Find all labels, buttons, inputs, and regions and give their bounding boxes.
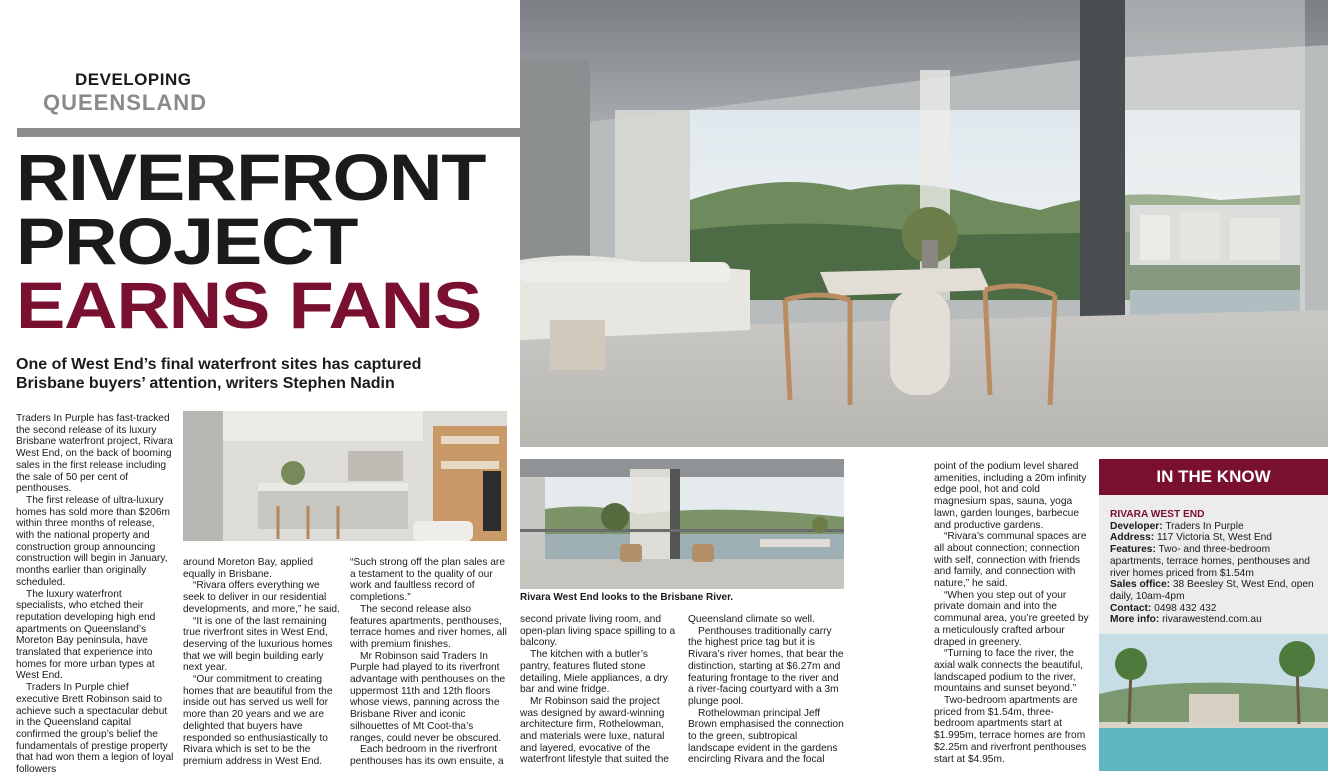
paragraph: “Our commitment to creating homes that are beautiful from the inside out has served us well for more than 20 years and we are delighted that buyers have responded so enthusiastically to Rivara which is set to be the premium address in West End. [183, 674, 333, 767]
paragraph: “Rivara’s communal spaces are all about connection; connection with self, connection with friends and family, and connection with nature,” he said. [934, 531, 1087, 590]
sales-value: 38 Beesley St, West End, open daily, 10am-4pm [1110, 579, 1314, 602]
features-value: Two- and three-bedroom apartments, terrace homes, penthouses and river homes priced from $1.54m [1110, 544, 1310, 579]
article-column-5 [688, 614, 845, 769]
kitchen-photo [183, 411, 507, 541]
article-column-2 [183, 557, 340, 769]
article-column-3 [350, 557, 507, 769]
header-rule [17, 128, 520, 137]
more-info-label: More info: [1110, 614, 1160, 626]
headline-line-1: RIVERFRONT [16, 140, 486, 214]
features-label: Features: [1110, 544, 1156, 556]
more-info-value: rivarawestend.com.au [1162, 614, 1262, 626]
paragraph: Mr Robinson said Traders In Purple had played to its riverfront advantage with penthouses on the uppermost 11th and 12th floors whose views, panning across the Brisbane River and iconic silhouettes of Mt Coot-tha’s ranges, could never be obscured. [350, 650, 506, 744]
address-label: Address: [1110, 532, 1155, 544]
paragraph: “Turning to face the river, the axial walk connects the beautiful, landscaped podium to the river, mountains and sunset beyond.” [934, 648, 1083, 695]
paragraph: The kitchen with a butler’s pantry, features fluted stone detailing, Miele appliances, a dry bar and wine fridge. [520, 649, 668, 696]
paragraph: Traders In Purple has fast-tracked the second release of its luxury Brisbane waterfront project, Rivara West End, on the back of booming sales in the first release including the sale of 50 per cent of penthouses. [16, 413, 173, 495]
sales-label: Sales office: [1110, 579, 1171, 591]
developer-label: Developer: [1110, 520, 1163, 532]
standfirst-line-2: Brisbane buyers’ attention, writers Stephen Nadin [16, 375, 395, 392]
balcony-river-photo [520, 459, 844, 589]
paragraph: second private living room, and open-plan living space spilling to a balcony. [520, 614, 676, 649]
paragraph: “Such strong off the plan sales are a testament to the quality of our work and faultless record of completions.” [350, 557, 505, 604]
paragraph: Penthouses traditionally carry the highest price tag but it is Rivara’s river homes, that bear the distinction, starting at $6.27m and featuring frontage to the river and a river-facing courtyard with a 3m plunge pool. [688, 625, 844, 707]
paragraph: Rothelowman principal Jeff Brown emphasised the connection to the green, subtropical landscape evident in the gardens encircling Rivara and the focal [688, 707, 844, 766]
address-line [1110, 532, 1322, 544]
article-column-1 [16, 413, 174, 776]
more-info-line [1110, 614, 1322, 626]
sales-line [1110, 579, 1322, 602]
paragraph: The luxury waterfront specialists, who etched their reputation developing high end apartments on Queensland’s Moreton Bay peninsula, have translated that experience into homes for more urban types at West End. [16, 588, 156, 682]
project-name: RIVARA WEST END [1110, 509, 1205, 520]
features-line [1110, 544, 1322, 579]
paragraph: Two-bedroom apartments are priced from $1.54m, three-bedroom apartments start at $1.995m, terrace homes are from $2.25m and riverfront penthouses start at $4.95m. [934, 695, 1087, 765]
developer-line [1110, 521, 1322, 533]
paragraph: The first release of ultra-luxury homes has sold more than $206m within three months of release, with the national property and construction group announcing construction will begin in January, months earlier than originally scheduled. [16, 494, 171, 588]
article-column-4 [520, 614, 677, 769]
contact-line [1110, 603, 1322, 615]
living-dining-photo [520, 0, 1328, 447]
contact-label: Contact: [1110, 602, 1152, 614]
section-kicker-queensland: QUEENSLAND [43, 90, 208, 115]
headline-line-3: EARNS FANS [16, 268, 482, 342]
contact-value: 0498 432 432 [1154, 602, 1217, 614]
paragraph: The second release also features apartments, penthouses, terrace homes and river homes, all with premium finishes. [350, 603, 507, 650]
standfirst-line-1: One of West End’s final waterfront sites has captured [16, 356, 422, 373]
info-box-body [1110, 509, 1322, 626]
paragraph: Mr Robinson said the project was designed by award-winning architecture firm, Rothelowman, and materials were luxe, natural and layered, evocative of the waterfront lifestyle that suited the [520, 695, 669, 766]
paragraph: “Rivara offers everything we seek to deliver in our residential developments, and more,” he said. [183, 580, 340, 615]
standfirst [16, 355, 516, 393]
info-box-title: IN THE KNOW [1099, 459, 1328, 495]
photo-caption: Rivara West End looks to the Brisbane River. [520, 592, 734, 603]
paragraph: “When you step out of your private domain and into the communal area, you’re greeted by a meticulously crafted arbour draped in greenery. [934, 589, 1089, 648]
paragraph: “It is one of the last remaining true riverfront sites in West End, deserving of the luxurious homes that we will begin building early next year. [183, 615, 333, 674]
address-value: 117 Victoria St, West End [1157, 532, 1272, 544]
paragraph: point of the podium level shared amenities, including a 20m infinity edge pool, hot and cold magnesium spas, sauna, yoga lawn, garden lounges, barbecue and productive gardens. [934, 461, 1087, 531]
paragraph: Each bedroom in the riverfront penthouses has its own ensuite, a [350, 744, 504, 767]
pool-photo [1099, 634, 1328, 771]
article-column-6 [934, 461, 1091, 769]
paragraph: around Moreton Bay, applied equally in Brisbane. [183, 557, 314, 580]
paragraph: Queensland climate so well. [688, 614, 815, 625]
paragraph: Traders In Purple chief executive Brett Robinson said to achieve such a spectacular debut in the Queensland capital confirmed the group’s belief the fundamentals of prestige property that had won them a legion of loyal followers [16, 682, 174, 776]
developer-value: Traders In Purple [1165, 520, 1244, 532]
headline-line-2: PROJECT [16, 204, 358, 278]
section-kicker-developing: DEVELOPING [75, 70, 192, 89]
